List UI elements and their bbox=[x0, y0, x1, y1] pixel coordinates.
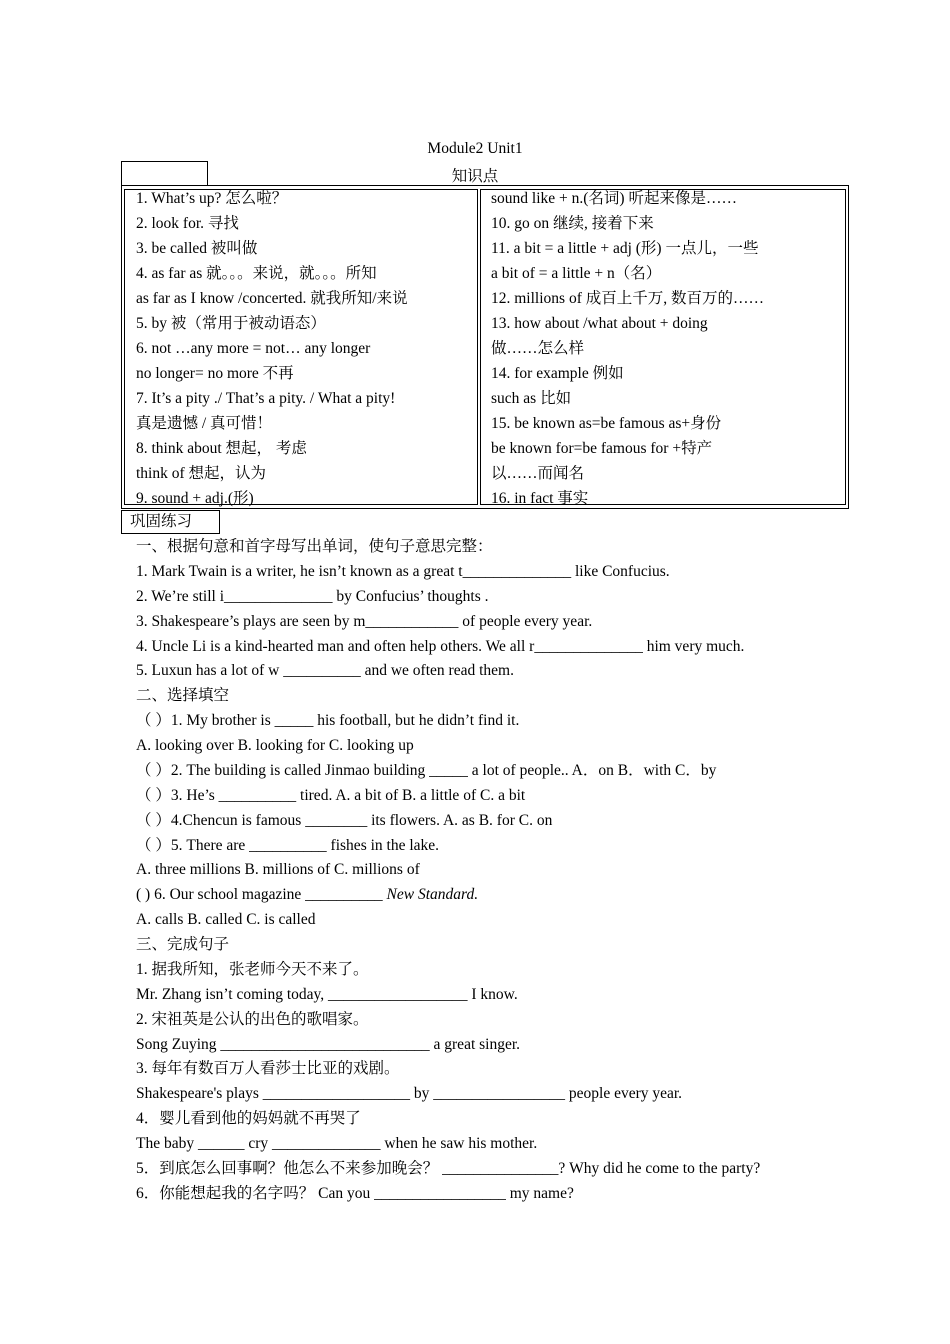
exercise-line: ( ) 6. Our school magazine __________ New Standard. bbox=[136, 886, 479, 904]
exercise-line: （ ）5. There are __________ fishes in the lake. bbox=[136, 836, 440, 854]
knowledge-item: 14. for example 例如 bbox=[491, 365, 624, 382]
knowledge-item: a bit of = a little + n（名） bbox=[491, 265, 662, 282]
exercise-line: 5. Luxun has a lot of w __________ and we often read them. bbox=[136, 662, 514, 680]
knowledge-item: 4. as far as 就。。。来说，就。。。所知 bbox=[136, 265, 377, 282]
exercise-line: A. looking over B. looking for C. looking up bbox=[136, 737, 414, 755]
exercise-line: Song Zuying ___________________________ a great singer. bbox=[136, 1035, 521, 1053]
knowledge-item: 做……怎么样 bbox=[491, 340, 585, 357]
exercise-line: 三、完成句子 bbox=[136, 936, 230, 954]
exercise-line: Shakespeare's plays ___________________ by _________________ people every year. bbox=[136, 1085, 683, 1103]
exercise-line: （ ）2. The building is called Jinmao building _____ a lot of people.. A．on B．with C．by bbox=[136, 761, 717, 779]
knowledge-item: be known for=be famous for +特产 bbox=[491, 440, 713, 457]
exercise-line: 一、根据句意和首字母写出单词，使句子意思完整： bbox=[136, 538, 493, 555]
knowledge-label: 知识点 bbox=[451, 168, 499, 185]
knowledge-item: 8. think about 想起， 考虑 bbox=[136, 440, 307, 457]
exercise-line: 1. Mark Twain is a writer, he isn’t known as a great t______________ like Confucius. bbox=[136, 562, 670, 580]
knowledge-item: 2. look for. 寻找 bbox=[136, 215, 239, 232]
knowledge-item: sound like + n.(名词) 听起来像是…… bbox=[491, 190, 737, 207]
knowledge-item: 以……而闻名 bbox=[491, 465, 585, 482]
knowledge-item: 15. be known as=be famous as+身份 bbox=[491, 415, 722, 432]
knowledge-item: 1. What’s up? 怎么啦？ bbox=[136, 190, 288, 207]
exercise-line: Mr. Zhang isn’t coming today, __________________ I know. bbox=[136, 985, 518, 1003]
exercise-line: The baby ______ cry ______________ when he saw his mother. bbox=[136, 1135, 538, 1153]
exercise-line: 4．婴儿看到他的妈妈就不再哭了 bbox=[136, 1110, 361, 1128]
exercise-line: （ ）4.Chencun is famous ________ its flowers. A. as B. for C. on bbox=[136, 811, 553, 829]
exercise-line: 3. 每年有数百万人看莎士比亚的戏剧。 bbox=[136, 1060, 400, 1078]
exercise-line: 1. 据我所知，张老师今天不来了。 bbox=[136, 960, 369, 978]
knowledge-item: 6. not …any more = not… any longer bbox=[136, 340, 371, 357]
exercise-line: （ ）1. My brother is _____ his football, but he didn’t find it. bbox=[136, 712, 520, 730]
exercise-line: 2. 宋祖英是公认的出色的歌唱家。 bbox=[136, 1010, 369, 1028]
knowledge-item: 10. go on 继续, 接着下来 bbox=[491, 215, 654, 232]
knowledge-item: 7. It’s a pity ./ That’s a pity. / What a pity! bbox=[136, 390, 396, 407]
knowledge-item: 5. by 被（常用于被动语态） bbox=[136, 315, 326, 332]
knowledge-item: 12. millions of 成百上千万, 数百万的…… bbox=[491, 290, 764, 307]
page-title: Module2 Unit1 bbox=[427, 140, 523, 157]
knowledge-item: 真是遗憾 / 真可惜！ bbox=[136, 415, 273, 432]
exercise-line: 6．你能想起我的名字吗？ Can you _________________ my name? bbox=[136, 1184, 574, 1202]
practice-label: 巩固练习 bbox=[121, 510, 220, 534]
exercise-line: 二、选择填空 bbox=[136, 687, 230, 705]
exercise-line: A. calls B. called C. is called bbox=[136, 911, 316, 929]
exercise-line: 2. We’re still i______________ by Confucius’ thoughts . bbox=[136, 587, 489, 605]
knowledge-item: 16. in fact 事实 bbox=[491, 490, 589, 507]
knowledge-item: as far as I know /concerted. 就我所知/来说 bbox=[136, 290, 408, 307]
knowledge-item: 9. sound + adj.(形) bbox=[136, 490, 254, 507]
exercise-line: （ ）3. He’s __________ tired. A. a bit of B. a little of C. a bit bbox=[136, 786, 526, 804]
exercise-line: 4. Uncle Li is a kind-hearted man and often help others. We all r______________ him very much. bbox=[136, 637, 745, 655]
knowledge-item: no longer= no more 不再 bbox=[136, 365, 294, 382]
exercise-line: 3. Shakespeare’s plays are seen by m____________ of people every year. bbox=[136, 612, 593, 630]
exercise-line: A. three millions B. millions of C. millions of bbox=[136, 861, 420, 879]
exercise-line: 5．到底怎么回事啊？他怎么不来参加晚会？ _______________? Why did he come to the party? bbox=[136, 1160, 761, 1177]
knowledge-item: think of 想起，认为 bbox=[136, 465, 267, 482]
knowledge-item: such as 比如 bbox=[491, 390, 572, 407]
knowledge-item: 13. how about /what about + doing bbox=[491, 315, 708, 332]
knowledge-item: 11. a bit = a little + adj (形) 一点儿，一些 bbox=[491, 240, 759, 257]
knowledge-item: 3. be called 被叫做 bbox=[136, 240, 258, 257]
